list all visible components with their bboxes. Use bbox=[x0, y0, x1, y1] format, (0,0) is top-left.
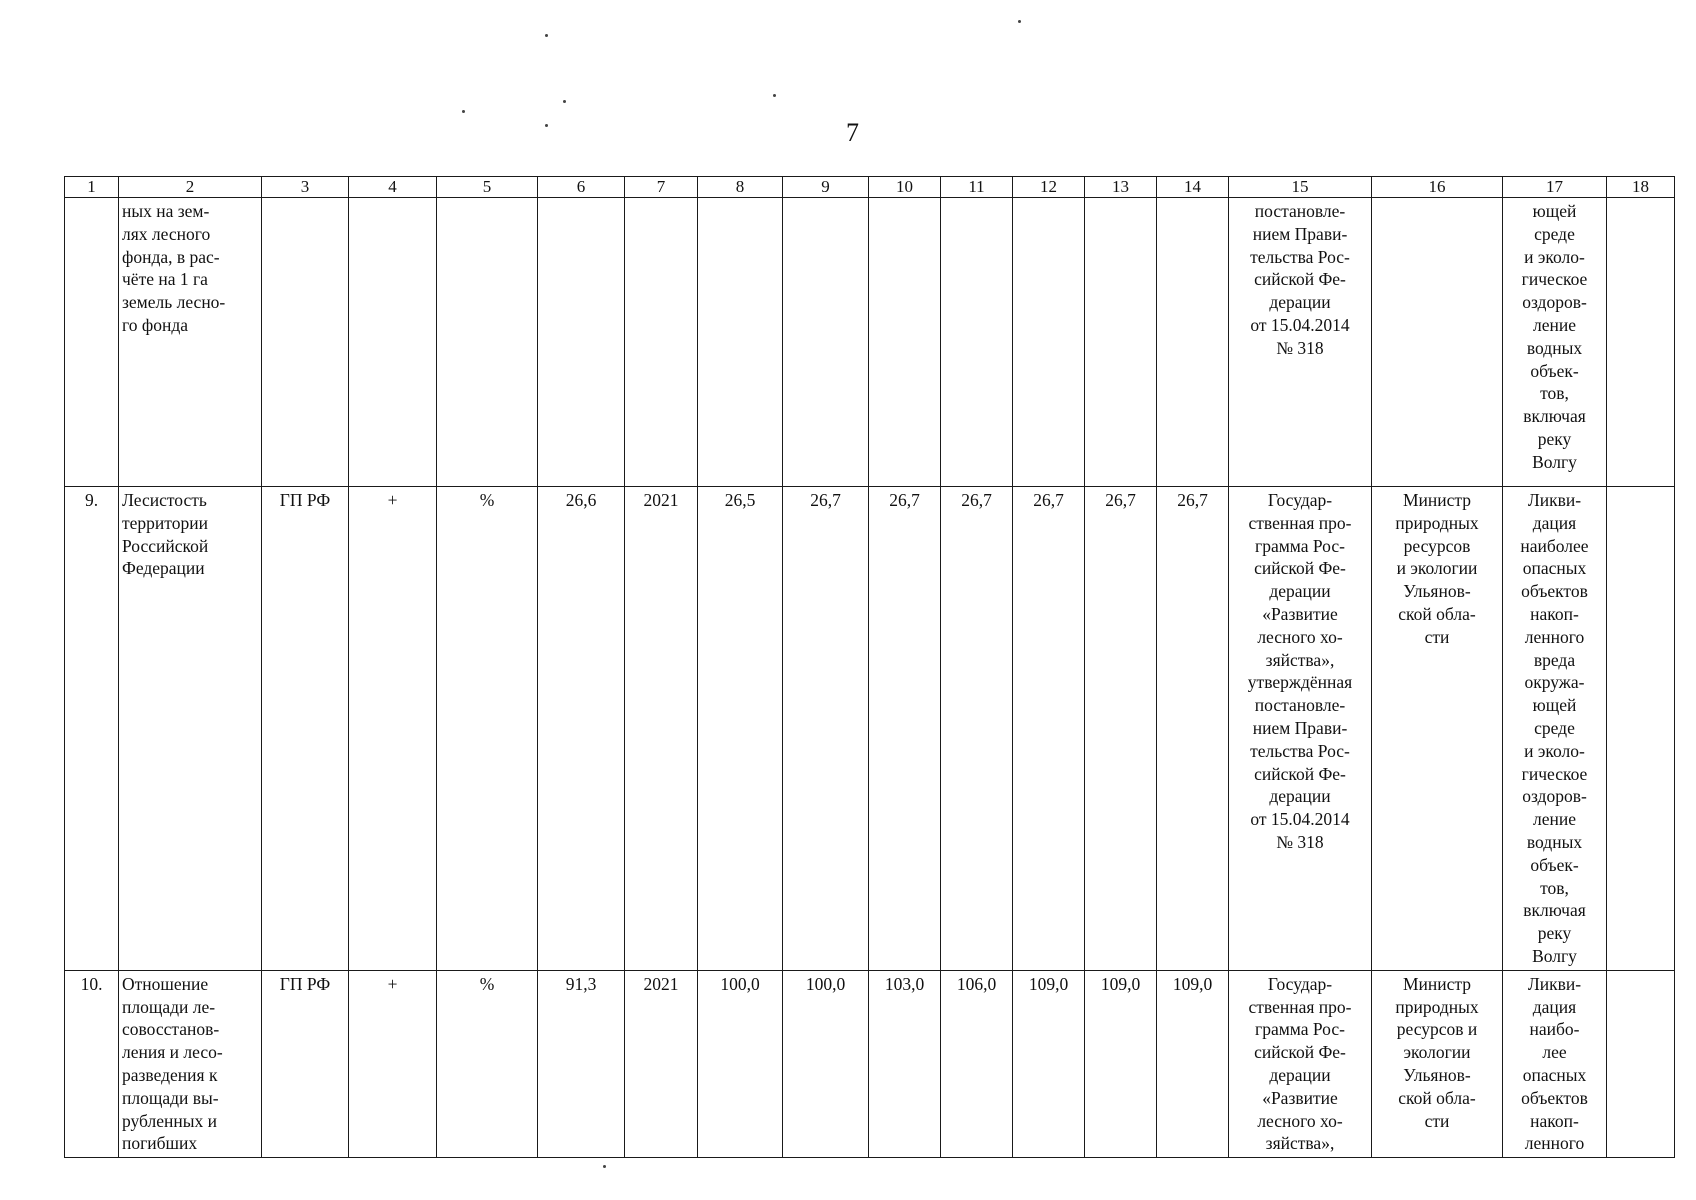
table-row bbox=[65, 198, 1675, 487]
extra-cell bbox=[1607, 487, 1675, 971]
unit-cell: % bbox=[437, 970, 538, 1157]
unit-cell: % bbox=[437, 487, 538, 971]
header-cell: 3 bbox=[262, 177, 349, 198]
base-year bbox=[625, 198, 698, 487]
header-cell: 14 bbox=[1157, 177, 1229, 198]
base-value bbox=[538, 198, 625, 487]
value-cell: 109,0 bbox=[1157, 970, 1229, 1157]
row-number bbox=[65, 198, 119, 487]
indicator-name: Лесистость территории Российской Федерации bbox=[119, 487, 262, 971]
direction-cell: + bbox=[349, 487, 437, 971]
header-cell: 10 bbox=[869, 177, 941, 198]
header-cell: 6 bbox=[538, 177, 625, 198]
table-row bbox=[65, 487, 1675, 971]
result-cell: ющей среде и эколо- гическое оздоров- ление водных объек- тов, включая реку Волгу bbox=[1503, 198, 1607, 487]
value-cell: 26,7 bbox=[941, 487, 1013, 971]
value-cell bbox=[783, 198, 869, 487]
base-value: 91,3 bbox=[538, 970, 625, 1157]
header-cell: 16 bbox=[1372, 177, 1503, 198]
header-row bbox=[65, 177, 1675, 198]
source-cell: ГП РФ bbox=[262, 970, 349, 1157]
table-row bbox=[65, 970, 1675, 1157]
direction-cell: + bbox=[349, 970, 437, 1157]
responsible-cell: Министр природных ресурсов и экологии Ульянов- ской обла- сти bbox=[1372, 970, 1503, 1157]
scan-speck bbox=[462, 110, 465, 113]
source-cell bbox=[262, 198, 349, 487]
extra-cell bbox=[1607, 198, 1675, 487]
value-cell bbox=[869, 198, 941, 487]
header-cell: 17 bbox=[1503, 177, 1607, 198]
scan-speck bbox=[545, 34, 548, 37]
scan-speck bbox=[1018, 20, 1021, 23]
value-cell: 26,7 bbox=[783, 487, 869, 971]
row-number: 10. bbox=[65, 970, 119, 1157]
extra-cell bbox=[1607, 970, 1675, 1157]
value-cell: 26,7 bbox=[1085, 487, 1157, 971]
indicator-name: ных на зем- лях лесного фонда, в рас- чёте на 1 га земель лесно- го фонда bbox=[119, 198, 262, 487]
base-year: 2021 bbox=[625, 487, 698, 971]
scan-speck bbox=[563, 100, 566, 103]
direction-cell bbox=[349, 198, 437, 487]
indicators-table bbox=[64, 176, 1675, 1158]
responsible-cell: Министр природных ресурсов и экологии Ульянов- ской обла- сти bbox=[1372, 487, 1503, 971]
value-cell: 26,7 bbox=[1157, 487, 1229, 971]
scan-speck bbox=[603, 1165, 606, 1168]
indicator-name: Отношение площади ле- совосстанов- ления и лесо- разведения к площади вы- рубленных и погибших bbox=[119, 970, 262, 1157]
value-cell: 109,0 bbox=[1085, 970, 1157, 1157]
result-cell: Ликви- дация наиболее опасных объектов накоп- ленного вреда окружа- ющей среде и эколо- гическое оздоров- ление водных объек- тов, включая реку Волгу bbox=[1503, 487, 1607, 971]
header-cell: 9 bbox=[783, 177, 869, 198]
header-cell: 8 bbox=[698, 177, 783, 198]
header-cell: 15 bbox=[1229, 177, 1372, 198]
value-cell: 26,7 bbox=[1013, 487, 1085, 971]
program-cell: Государ- ственная про- грамма Рос- сийской Фе- дерации «Развитие лесного хо- зяйства», bbox=[1229, 970, 1372, 1157]
value-cell bbox=[1013, 198, 1085, 487]
header-cell: 18 bbox=[1607, 177, 1675, 198]
value-cell: 100,0 bbox=[698, 970, 783, 1157]
row-number: 9. bbox=[65, 487, 119, 971]
value-cell: 103,0 bbox=[869, 970, 941, 1157]
header-cell: 13 bbox=[1085, 177, 1157, 198]
value-cell: 106,0 bbox=[941, 970, 1013, 1157]
header-cell: 4 bbox=[349, 177, 437, 198]
value-cell bbox=[1085, 198, 1157, 487]
header-cell: 2 bbox=[119, 177, 262, 198]
header-cell: 12 bbox=[1013, 177, 1085, 198]
value-cell: 109,0 bbox=[1013, 970, 1085, 1157]
program-cell: постановле- нием Прави- тельства Рос- сийской Фе- дерации от 15.04.2014 № 318 bbox=[1229, 198, 1372, 487]
value-cell bbox=[941, 198, 1013, 487]
unit-cell bbox=[437, 198, 538, 487]
header-cell: 5 bbox=[437, 177, 538, 198]
value-cell bbox=[698, 198, 783, 487]
value-cell: 100,0 bbox=[783, 970, 869, 1157]
header-cell: 1 bbox=[65, 177, 119, 198]
result-cell: Ликви- дация наибо- лее опасных объектов накоп- ленного bbox=[1503, 970, 1607, 1157]
scan-speck bbox=[773, 94, 776, 97]
responsible-cell bbox=[1372, 198, 1503, 487]
value-cell bbox=[1157, 198, 1229, 487]
value-cell: 26,5 bbox=[698, 487, 783, 971]
base-value: 26,6 bbox=[538, 487, 625, 971]
source-cell: ГП РФ bbox=[262, 487, 349, 971]
page-number: 7 bbox=[846, 118, 859, 147]
base-year: 2021 bbox=[625, 970, 698, 1157]
header-cell: 7 bbox=[625, 177, 698, 198]
scan-speck bbox=[545, 124, 548, 127]
value-cell: 26,7 bbox=[869, 487, 941, 971]
program-cell: Государ- ственная про- грамма Рос- сийской Фе- дерации «Развитие лесного хо- зяйства», утверждённая постановле- нием Прави- тельства Рос- сийской Фе- дерации от 15.04.2014 № 318 bbox=[1229, 487, 1372, 971]
header-cell: 11 bbox=[941, 177, 1013, 198]
